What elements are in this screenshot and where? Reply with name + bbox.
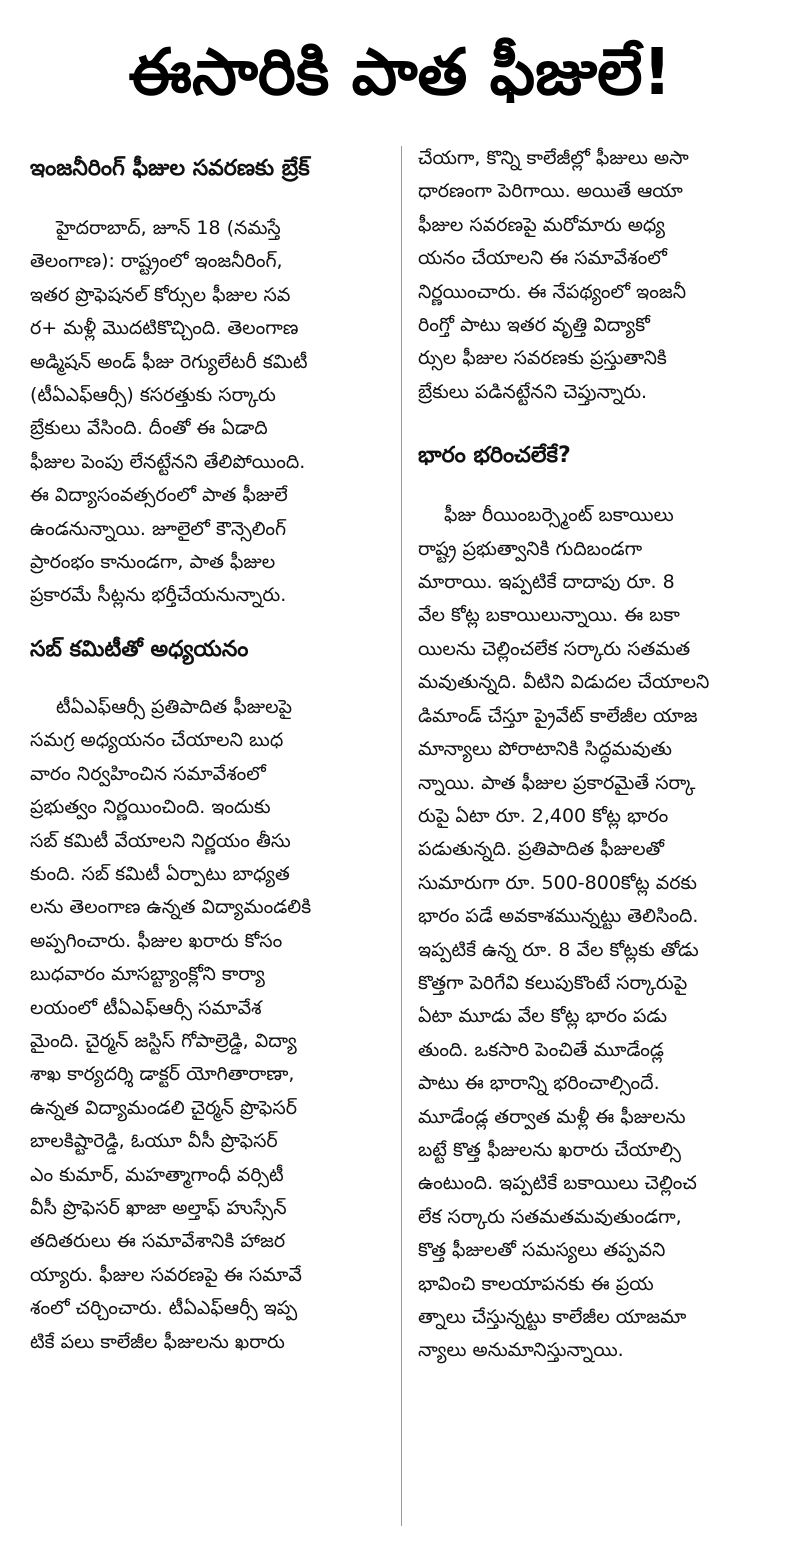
text-line: శాఖ కార్యదర్శి డాక్టర్ యోగితారాణా, — [30, 1063, 295, 1086]
text-line: ధారణంగా పెరిగాయి. అయితే ఆయా — [418, 180, 683, 203]
text-line: సమగ్ర అధ్యయనం చేయాలని బుధ — [30, 729, 284, 752]
subhead-sub-committee-study: సబ్ కమిటీతో అధ్యయనం — [30, 636, 249, 662]
text-line: వారం నిర్వహించిన సమావేశంలో — [30, 762, 266, 785]
text-line: తుంది. ఒకసారి పెంచితే మూడేండ్ల — [418, 1038, 664, 1061]
column-divider — [401, 146, 402, 1526]
right-column — [418, 140, 780, 1368]
text-line: రాష్ట్ర ప్రభుత్వానికి గుదిబండగా — [418, 537, 643, 560]
text-line: అడ్మిషన్ అండ్ ఫీజు రెగ్యులేటరీ కమిటీ — [30, 350, 308, 373]
text-line: నిర్ణయించారు. ఈ నేపథ్యంలో ఇంజనీ — [418, 280, 687, 303]
text-line: ఏటా మూడు వేల కోట్ల భారం పడు — [418, 1005, 668, 1028]
text-line: తదితరులు ఈ సమావేశానికి హాజర — [30, 1230, 286, 1253]
text-line: వీసీ ప్రొఫెసర్ ఖాజా అల్తాఫ్ హుస్సేన్ — [30, 1196, 287, 1219]
text-line: ఉంటుంది. ఇప్పటికే బకాయిలు చెల్లించ — [418, 1172, 697, 1195]
text-line: లేక సర్కారు సతమతమవుతుండగా, — [418, 1205, 682, 1228]
text-line: భావించి కాలయాపనకు ఈ ప్రయ — [418, 1272, 654, 1295]
text-line: యిలను చెల్లించలేక సర్కారు సతమత — [418, 637, 691, 660]
text-line: కొత్తగా పెరిగేవి కలుపుకొంటే సర్కారుపై — [418, 971, 688, 994]
text-line: పడుతున్నది. ప్రతిపాదిత ఫీజులతో — [418, 838, 665, 861]
text-line: చేయగా, కొన్ని కాలేజీల్లో ఫీజులు అసా — [418, 147, 689, 169]
text-line: త్నాలు చేస్తున్నట్టు కాలేజీల యాజమా — [418, 1306, 687, 1328]
subhead-burden: భారం భరించలేకే? — [418, 443, 571, 469]
text-line: బట్టే కొత్త ఫీజులను ఖరారు చేయాల్సి — [418, 1138, 681, 1161]
text-line: మవుతున్నది. వీటిని విడుదల చేయాలని — [418, 671, 710, 694]
text-line: ఉన్నత విద్యామండలి చైర్మన్ ప్రొఫెసర్ — [30, 1096, 298, 1119]
text-line: తెలంగాణ): రాష్ట్రంలో ఇంజనీరింగ్, — [30, 250, 283, 273]
text-line: సబ్ కమిటీ వేయాలని నిర్ణయం తీసు — [30, 829, 291, 852]
subhead-engineering-fees-break: ఇంజనీరింగ్ ఫీజుల సవరణకు బ్రేక్ — [30, 156, 310, 181]
text-line: హైదరాబాద్, జూన్ 18 (నమస్తే — [56, 217, 281, 239]
text-line: కొత్త ఫీజులతో సమస్యలు తప్పవని — [418, 1239, 666, 1262]
text-line: లయంలో టీఏఎఫ్ఆర్సీ సమావేశ — [30, 996, 262, 1019]
text-line: రుపై ఏటా రూ. 2,400 కోట్ల భారం — [418, 804, 669, 827]
text-line: ఇతర ప్రొఫెషనల్ కోర్సుల ఫీజుల సవ — [30, 283, 291, 306]
text-line: బుధవారం మాసబ్ట్యాంక్లోని కార్యా — [30, 963, 265, 986]
text-line: కుంది. సబ్ కమిటీ ఏర్పాటు బాధ్యత — [30, 862, 290, 885]
text-line: (టీఏఎఫ్ఆర్సీ) కసరత్తుకు సర్కారు — [30, 384, 276, 407]
text-line: ప్రకారమే సీట్లను భర్తీచేయనున్నారు. — [30, 584, 287, 607]
text-line: ర+ మళ్లీ మొదటికొచ్చింది. తెలంగాణ — [30, 317, 299, 340]
text-line: మాన్యాలు పోరాటానికి సిద్ధమవుతు — [418, 738, 672, 761]
text-line: రింగ్తో పాటు ఇతర వృత్తి విద్యాకో — [418, 314, 650, 337]
text-line: బ్రేకులు వేసింది. దీంతో ఈ ఏడాది — [30, 417, 268, 440]
text-line: య్యారు. ఫీజుల సవరణపై ఈ సమావే — [30, 1263, 302, 1286]
text-line: పాటు ఈ భారాన్ని భరించాల్సిందే. — [418, 1072, 660, 1095]
text-line: ప్రభుత్వం నిర్ణయించింది. ఇందుకు — [30, 796, 271, 819]
article-paragraph-committee — [30, 691, 385, 1359]
text-line: వేల కోట్ల బకాయిలున్నాయి. ఈ బకా — [418, 604, 680, 627]
text-line: ప్రారంభం కానుండగా, పాత ఫీజుల — [30, 551, 276, 574]
article-paragraph-continued — [418, 142, 780, 409]
text-line: ఫీజుల సవరణపై మరోమారు అధ్య — [418, 213, 665, 236]
text-line: ఈ విద్యాసంవత్సరంలో పాత ఫీజులే — [30, 484, 288, 507]
text-line: ఉండనున్నాయి. జూలైలో కౌన్సెలింగ్ — [30, 517, 287, 540]
text-line: మూడేండ్ల తర్వాత మళ్లీ ఈ ఫీజులను — [418, 1105, 686, 1128]
text-line: మైంది. చైర్మన్ జస్టిస్ గోపాల్రెడ్డి, విద్యా — [30, 1029, 297, 1052]
text-line: అప్పగించారు. ఫీజుల ఖరారు కోసం — [30, 929, 283, 952]
text-line: డిమాండ్ చేస్తూ ప్రైవేట్ కాలేజీల యాజ — [418, 704, 698, 727]
text-line: ఫీజు రీయింబర్స్మెంట్ బకాయిలు — [444, 504, 674, 527]
text-line: టీఏఎఫ్ఆర్సీ ప్రతిపాదిత ఫీజులపై — [56, 695, 293, 718]
text-line: న్యాలు అనుమానిస్తున్నాయి. — [418, 1339, 624, 1362]
text-line: బాలకిష్టారెడ్డి, ఓయూ వీసీ ప్రొఫెసర్ — [30, 1130, 278, 1153]
text-line: యనం చేయాలని ఈ సమావేశంలో — [418, 247, 667, 270]
text-line: మారాయి. ఇప్పటికే దాదాపు రూ. 8 — [418, 571, 675, 594]
headline: ఈసారికి పాత ఫీజులే! — [128, 36, 672, 110]
article-paragraph-burden — [418, 499, 780, 1368]
article-paragraph-intro — [30, 212, 385, 613]
left-column — [30, 140, 385, 1359]
text-line: ఫీజుల పెంపు లేనట్టేనని తేలిపోయింది. — [30, 450, 306, 473]
text-line: ఎం కుమార్, మహత్మాగాంధీ వర్సిటీ — [30, 1163, 284, 1186]
text-line: సుమారుగా రూ. 500-800కోట్ల వరకు — [418, 871, 697, 894]
text-line: టికే పలు కాలేజీల ఫీజులను ఖరారు — [30, 1330, 285, 1353]
text-line: లను తెలంగాణ ఉన్నత విద్యామండలికి — [30, 896, 312, 919]
text-line: న్నాయి. పాత ఫీజుల ప్రకారమైతే సర్కా — [418, 771, 696, 794]
text-line: ఇప్పటికే ఉన్న రూ. 8 వేల కోట్లకు తోడు — [418, 938, 699, 961]
text-line: భారం పడే అవకాశమున్నట్టు తెలిసింది. — [418, 905, 699, 928]
text-line: బ్రేకులు పడినట్టేనని చెప్తున్నారు. — [418, 380, 648, 403]
text-line: శంలో చర్చించారు. టీఏఎఫ్ఆర్సీ ఇప్ప — [30, 1297, 298, 1320]
text-line: ర్సుల ఫీజుల సవరణకు ప్రస్తుతానికి — [418, 347, 667, 370]
